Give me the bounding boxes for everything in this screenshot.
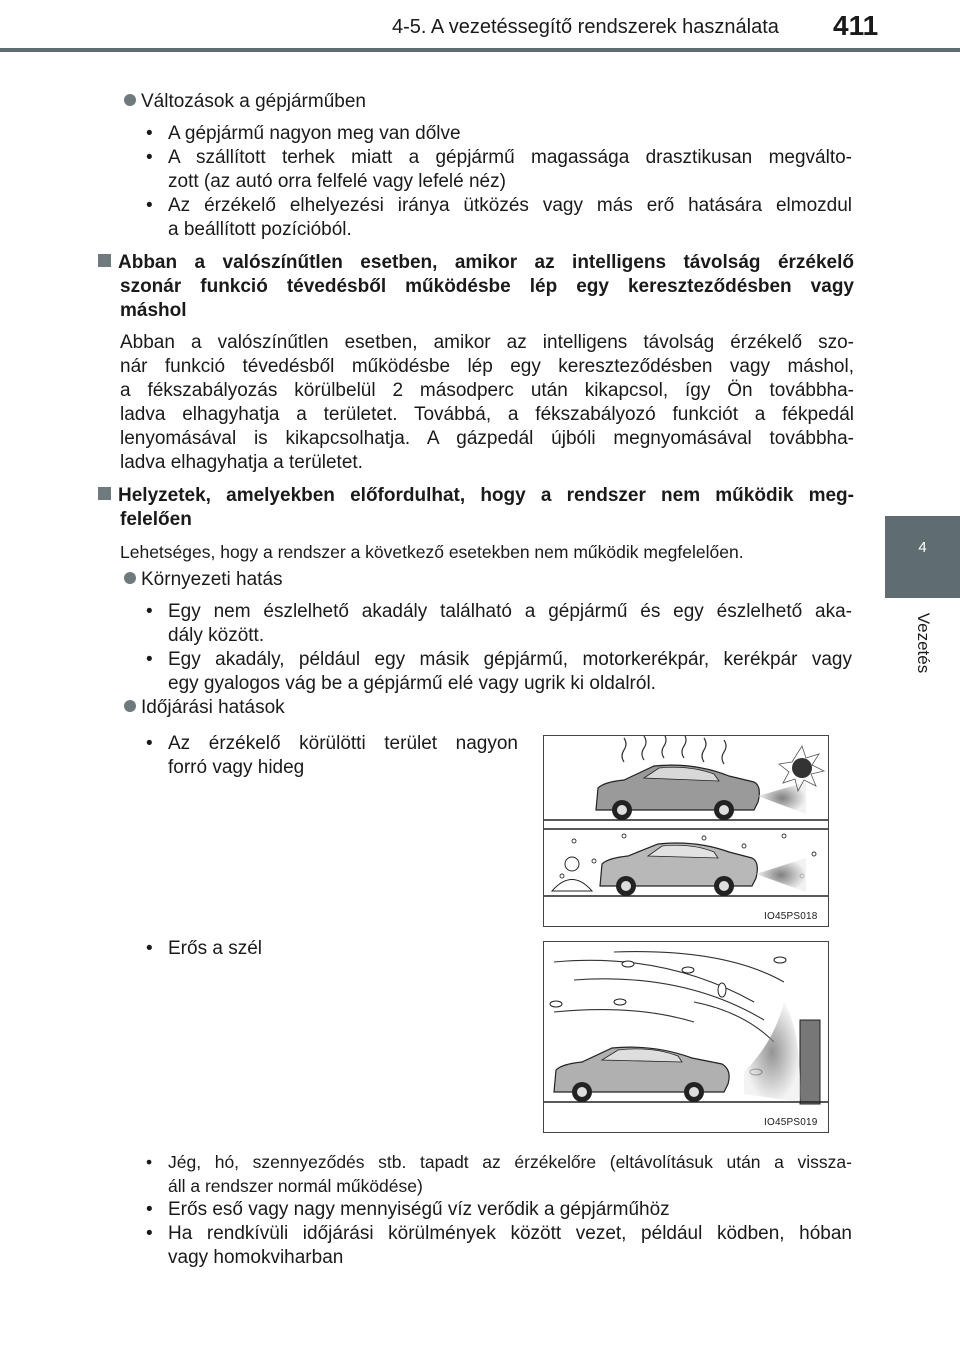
circle-bullet-icon (124, 700, 136, 712)
list-item: • A szállított terhek miatt a gépjármű magassága drasztikusan megválto- (168, 146, 852, 170)
figure-code: IO45PS018 (764, 911, 818, 922)
list-item-cont: zott (az autó orra felfelé vagy lefelé néz) (168, 171, 506, 192)
car-icon (554, 1047, 729, 1102)
header-rule (0, 48, 960, 52)
section-intro: Lehetséges, hogy a rendszer a következő esetekben nem működik megfelelően. (120, 542, 744, 562)
list-item: • Erős a szél (168, 937, 262, 961)
wind-lines-icon (554, 952, 784, 1042)
list-item-cont: vagy homokviharban (168, 1247, 344, 1268)
subsection-changes: Változások a gépjárműben (124, 90, 366, 114)
illustration-strong-wind (544, 942, 828, 1132)
list-item-cont: dály között. (168, 625, 265, 646)
section-heading-sonar: Abban a valószínűtlen esetben, amikor az intelligens távolság érzékelő (98, 251, 854, 275)
chapter-number: 4 (918, 539, 927, 556)
subsection-weather: Időjárási hatások (124, 696, 285, 720)
list-item: • Az érzékelő elhelyezési iránya ütközés vagy más erő hatására elmozdul (168, 194, 852, 218)
list-item-cont: forró vagy hideg (168, 757, 305, 778)
list-item: • Egy nem észlelhető akadály található a gépjármű és egy észlelhető aka- (168, 600, 852, 624)
figure-code: IO45PS019 (764, 1117, 818, 1128)
list-item: • Ha rendkívüli időjárási körülmények között vezet, például ködben, hóban (168, 1222, 852, 1246)
page-number: 411 (833, 10, 879, 41)
circle-bullet-icon (124, 94, 136, 106)
paragraph-line: lenyomásával is kikapcsolhatja. A gázpedál újbóli megnyomásával továbbha- (120, 428, 854, 449)
paragraph-line: nár funkció tévedésből működésbe lép egy kereszteződésben vagy máshol, (120, 356, 854, 377)
figure-strong-wind (543, 941, 829, 1133)
car-icon (600, 843, 757, 896)
paragraph-line: ladva elhagyhatja a területet. (120, 452, 363, 473)
list-item-cont: áll a rendszer normál működése) (168, 1176, 423, 1196)
running-header: 4-5. A vezetéssegítő rendszerek használata (392, 16, 779, 38)
subsection-environment: Környezeti hatás (124, 568, 283, 592)
list-item: • Egy akadály, például egy másik gépjármű, motorkerékpár, kerékpár vagy (168, 648, 852, 672)
sun-icon (779, 746, 824, 791)
section-heading-situations: Helyzetek, amelyekben előfordulhat, hogy a rendszer nem működik meg- (98, 484, 854, 508)
paragraph-line: ladva elhagyhatja a területet. Továbbá, a fékszabályozó funkciót a fékpedál (120, 404, 854, 425)
square-bullet-icon (98, 487, 111, 500)
list-item: • A gépjármű nagyon meg van dőlve (168, 122, 461, 146)
list-item: • Jég, hó, szennyeződés stb. tapadt az érzékelőre (eltávolításuk után a vissza- (168, 1150, 852, 1174)
paragraph-line: Abban a valószínűtlen esetben, amikor az intelligens távolság érzékelő szo- (120, 332, 854, 353)
illustration-hot-cold (544, 736, 828, 926)
figure-hot-cold (543, 735, 829, 927)
heat-waves-icon (622, 736, 726, 764)
list-item: • Erős eső vagy nagy mennyiségű víz verődik a gépjárműhöz (168, 1198, 670, 1222)
car-icon (596, 765, 759, 820)
paragraph-line: a fékszabályozás körülbelül 2 másodperc után kikapcsol, így Ön továbbha- (120, 380, 854, 401)
chapter-label (885, 598, 960, 688)
list-item-cont: egy gyalogos vág be a gépjármű elé vagy ugrik ki oldalról. (168, 673, 656, 694)
obstacle-wall (800, 1020, 820, 1104)
square-bullet-icon (98, 254, 111, 267)
snowman-icon (552, 857, 592, 891)
list-item-cont: a beállított pozícióból. (168, 219, 352, 240)
chapter-tab (885, 516, 960, 598)
section-heading-cont: felelően (120, 509, 192, 530)
section-heading-cont: szonár funkció tévedésből működésbe lép egy kereszteződésben vagy (120, 276, 854, 297)
list-item: • Az érzékelő körülötti terület nagyon (168, 732, 518, 756)
chapter-label-text: Vezetés (913, 612, 933, 674)
circle-bullet-icon (124, 572, 136, 584)
section-heading-cont: máshol (120, 300, 187, 321)
